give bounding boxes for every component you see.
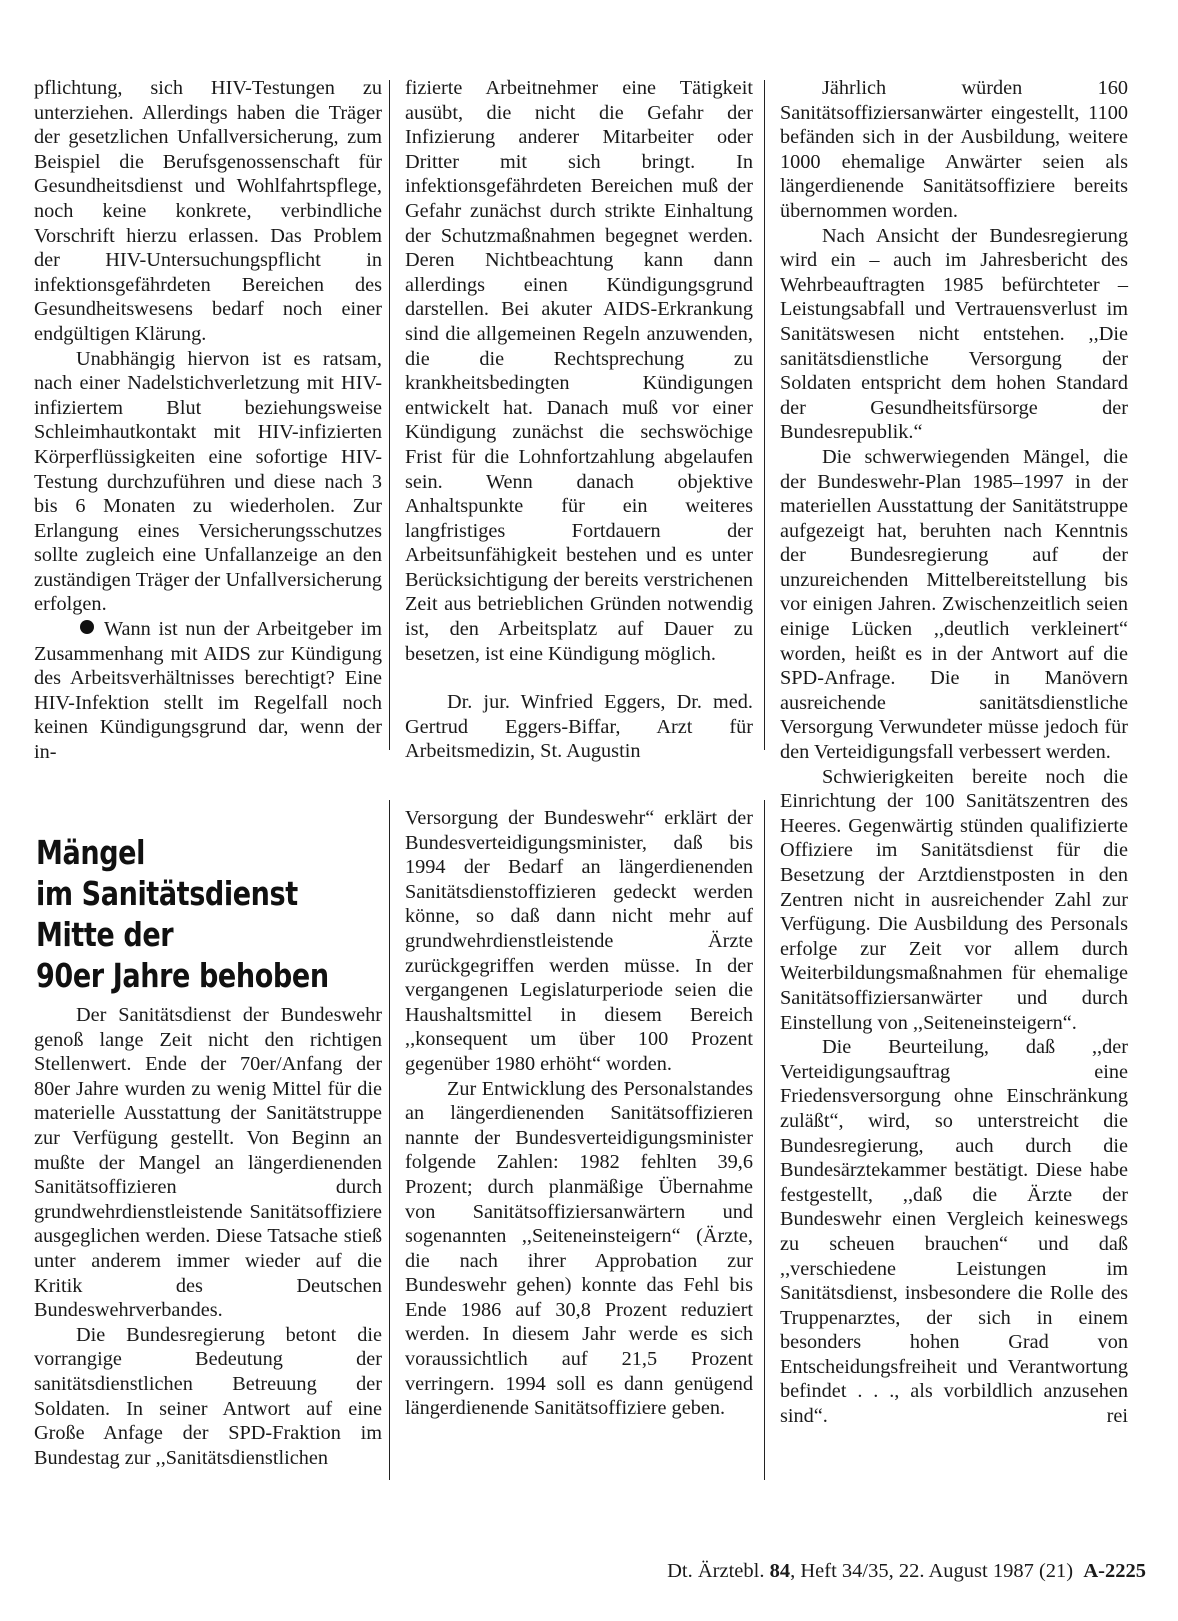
paragraph-text: Wann ist nun der Arbeitgeber im Zusammenhang mit AIDS zur Kündigung des Arbeitsverhältnisses berechtigt? Eine HIV-Infektion stellt im Regelfall noch keinen Kündigungsgrund dar, wenn der in-: [34, 618, 382, 764]
bullet-icon: [80, 620, 94, 634]
paragraph-text: Die Beurteilung, daß ,,der Verteidigungsauftrag eine Friedensversorgung ohne Einschränkung zuläßt“, wird, so unterstreicht die Bundesregierung, auch durch die Bundesärztekammer bestätigt. Diese habe festgestellt, ,,daß die Ärzte der Bundeswehr einen Vergleich keineswegs zu scheuen brauchen“ und daß ,,verschiedene Leistungen im Sanitätsdienst, insbesondere die Rolle des Truppenarztes, der sich in einem besonders hohen Grad von Entscheidungsfreiheit und Verantwortung befindet . . ., als vorbildlich anzusehen sind“.: [780, 1036, 1128, 1428]
paragraph: Zur Entwicklung des Personalstandes an längerdienenden Sanitätsoffizieren nannte der Bundesverteidigungsminister folgende Zahlen: 1982 fehlten 39,6 Prozent; durch planmäßige Übernahme von Sanitätsoffiziersanwärtern und sogenannten ,,Seiteneinsteigern“ (Ärzte, die nach ihrer Approbation zur Bundeswehr gehen) konnte das Fehl bis Ende 1986 auf 30,8 Prozent reduziert werden. In diesem Jahr werde es sich voraussichtlich auf 21,5 Prozent verringern. 1994 soll es dann genügend längerdienende Sanitätsoffiziere geben.: [405, 1077, 753, 1420]
article-headline: [36, 832, 329, 996]
column-rule-top-left: [389, 80, 390, 750]
column-rule-bottom-right: [764, 800, 765, 1480]
page-number: A-2225: [1083, 1560, 1146, 1582]
paragraph: Schwierigkeiten bereite noch die Einrichtung der 100 Sanitätszentren des Heeres. Gegenwärtig stünden qualifizierte Offiziere im Sanitätsdienst für die Besetzung der Arztdienstposten in den Zentren nicht in ausreichender Zahl zur Verfügung. Die Ausbildung des Personals erfolge zur Zeit vor allem durch Weiterbildungsmaßnahmen für ehemalige Sanitätsoffiziersanwärter und durch Einstellung von ,,Seiteneinsteigern“.: [780, 765, 1128, 1034]
paragraph: Jährlich würden 160 Sanitätsoffiziersanwärter eingestellt, 1100 befänden sich in der Ausbildung, weitere 1000 ehemalige Anwärter seien als längerdienende Sanitätsoffiziere bereits übernommen worden.: [780, 77, 1128, 222]
headline-line: im Sanitätsdienst: [36, 874, 298, 913]
paragraph: Nach Ansicht der Bundesregierung wird ein – auch im Jahresbericht des Wehrbeauftragten 1985 befürchteter – Leistungsabfall und Vertrauensverlust im Sanitätswesen nicht entstehen. ,,Die sanitätsdienstliche Versorgung der Soldaten entspricht dem hohen Standard der Gesundheitsfürsorge der Bundesrepublik.“: [780, 224, 1128, 444]
column-rule-bottom-left: [389, 800, 390, 1480]
page-footer: [590, 1560, 1146, 1583]
headline-line: Mitte der: [36, 915, 174, 954]
column-2-bottom: [405, 806, 753, 1421]
column-2-top: [405, 76, 753, 764]
author-signature: Dr. jur. Winfried Eggers, Dr. med. Gertrud Eggers-Biffar, Arzt für Arbeitsmedizin, St. Augustin: [405, 691, 753, 763]
column-1-top: [34, 76, 382, 765]
column-1-bottom: [34, 1003, 382, 1470]
author-tag: rei: [1106, 1405, 1128, 1428]
column-3: [780, 76, 1128, 1429]
paragraph: Unabhängig hiervon ist es ratsam, nach einer Nadelstichverletzung mit HIV-infiziertem Blut beziehungsweise Schleimhautkontakt mit HIV-infizierten Körperflüssigkeiten eine sofortige HIV-Testung durchzuführen und diese nach 3 bis 6 Monaten zu wiederholen. Zur Erlangung eines Versicherungsschutzes sollte zugleich eine Unfallanzeige an den zuständigen Träger der Unfallversicherung erfolgen.: [34, 347, 382, 616]
paragraph: [780, 1035, 1128, 1429]
paragraph: pflichtung, sich HIV-Testungen zu unterziehen. Allerdings haben die Träger der gesetzlichen Unfallversicherung, zum Beispiel die Berufsgenossenschaft für Gesundheitsdienst und Wohlfahrtspflege, noch keine konkrete, verbindliche Vorschrift hierzu erlassen. Das Problem der HIV-Untersuchungspflicht in infektionsgefährdeten Bereichen des Gesundheitswesens bedarf noch einer endgültigen Klärung.: [34, 77, 382, 345]
journal-issue: , Heft 34/35, 22. August 1987 (21): [790, 1560, 1074, 1582]
paragraph: Die Bundesregierung betont die vorrangige Bedeutung der sanitätsdienstlichen Betreuung der Soldaten. In seiner Antwort auf eine Große Anfage der SPD-Fraktion im Bundestag zur ,,Sanitätsdienstlichen: [34, 1323, 382, 1469]
bullet-paragraph: [34, 617, 382, 765]
paragraph: Versorgung der Bundeswehr“ erklärt der Bundesverteidigungsminister, daß bis 1994 der Bedarf an längerdienenden Sanitätsdienstoffizieren gedeckt werden könne, so daß dann nicht mehr auf grundwehrdienstleistende Ärzte zurückgegriffen werden müsse. In der vergangenen Legislaturperiode seien die Haushaltsmittel in diesem Bereich ,,konsequent um über 100 Prozent gegenüber 1980 erhöht“ worden.: [405, 807, 753, 1075]
column-rule-top-right: [764, 80, 765, 750]
paragraph: Die schwerwiegenden Mängel, die der Bundeswehr-Plan 1985–1997 in der materiellen Ausstattung der Sanitätstruppe aufgezeigt hat, beruhten nach Kenntnis der Bundesregierung auf der unzureichenden Mittelbereitstellung bis vor einigen Jahren. Zwischenzeitlich seien einige Lücken ,,deutlich verkleinert“ worden, heißt es in der Antwort auf die SPD-Anfrage. Die in Manövern ausreichende sanitätsdienstliche Versorgung Verwundeter müsse jedoch für den Verteidigungsfall verbessert werden.: [780, 445, 1128, 764]
journal-volume: 84: [769, 1560, 791, 1582]
paragraph: fizierte Arbeitnehmer eine Tätigkeit ausübt, die nicht die Gefahr der Infizierung anderer Mitarbeiter oder Dritter mit sich bringt. In infektionsgefährdeten Bereichen muß der Gefahr zunächst durch strikte Einhaltung der Schutzmaßnahmen begegnet werden. Deren Nichtbeachtung kann dann allerdings einen Kündigungsgrund darstellen. Bei akuter AIDS-Erkrankung sind die allgemeinen Regeln anzuwenden, die die Rechtsprechung zu krankheitsbedingten Kündigungen entwickelt hat. Danach muß vor einer Kündigung zunächst die sechswöchige Frist für die Lohnfortzahlung abgelaufen sein. Wenn danach objektive Anhaltspunkte für ein weiteres langfristiges Fortdauern der Arbeitsunfähigkeit bestehen und es unter Berücksichtigung der bereits verstrichenen Zeit aus betrieblichen Gründen notwendig ist, den Arbeitsplatz auf Dauer zu besetzen, ist eine Kündigung möglich.: [405, 77, 753, 665]
headline-line: 90er Jahre behoben: [36, 956, 329, 995]
paragraph: Der Sanitätsdienst der Bundeswehr genoß lange Zeit nicht den richtigen Stellenwert. Ende der 70er/Anfang der 80er Jahre wurden zu wenig Mittel für die materielle Ausstattung der Sanitätstruppe zur Verfügung gestellt. Von Beginn an mußte der Mangel an längerdienenden Sanitätsoffizieren durch grundwehrdienstleistende Sanitätsoffiziere ausgeglichen werden. Diese Tatsache stieß unter anderem immer wieder auf die Kritik des Deutschen Bundeswehrverbandes.: [34, 1004, 382, 1322]
headline-line: Mängel: [36, 833, 145, 872]
journal-name: Dt. Ärztebl.: [667, 1560, 765, 1582]
